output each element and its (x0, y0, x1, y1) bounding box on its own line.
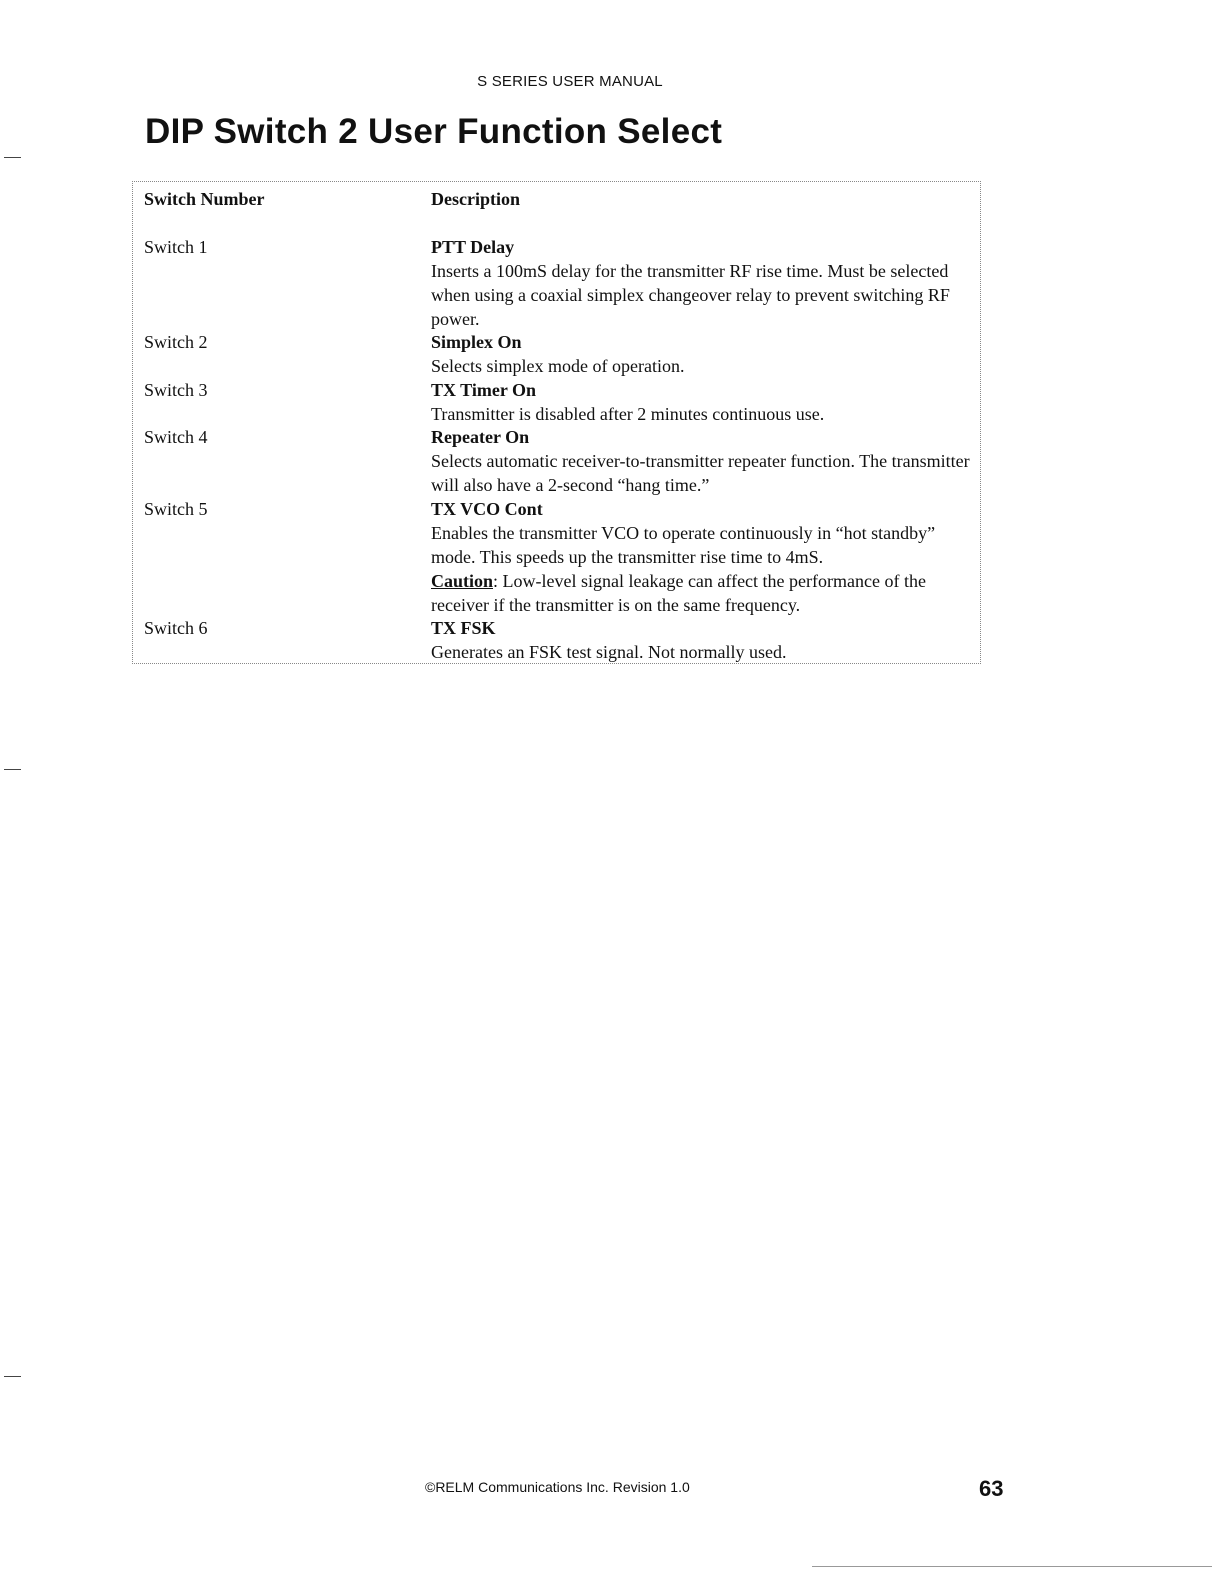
function-name: Simplex On (431, 332, 522, 352)
function-text: Enables the transmitter VCO to operate continuously in “hot standby” mode. This speeds up the transmitter rise time to 4mS. (431, 523, 936, 567)
switch-label: Switch 5 (144, 499, 208, 519)
running-header: S SERIES USER MANUAL (477, 73, 663, 90)
function-text: Selects automatic receiver-to-transmitter repeater function. The transmitter will also have a 2-second “hang time.” (431, 451, 970, 495)
switch-label: Switch 2 (144, 332, 208, 352)
page-number: 63 (979, 1476, 1004, 1501)
margin-mark (4, 769, 21, 770)
function-name: Repeater On (431, 427, 530, 447)
bottom-rule (812, 1566, 1212, 1567)
switch-label: Switch 1 (144, 237, 208, 257)
margin-mark (4, 157, 21, 158)
switch-description (431, 330, 976, 378)
col-header-switch-number: Switch Number (144, 189, 265, 209)
function-name: TX VCO Cont (431, 499, 543, 519)
switch-label: Switch 6 (144, 618, 208, 638)
switch-label: Switch 3 (144, 380, 208, 400)
function-name: TX Timer On (431, 380, 537, 400)
switch-description (431, 378, 976, 426)
function-name: PTT Delay (431, 237, 515, 257)
switch-description (431, 616, 976, 664)
switch-description (431, 425, 976, 497)
caution-note (431, 569, 976, 617)
switch-label: Switch 4 (144, 427, 208, 447)
switch-description (431, 235, 976, 331)
footer-copyright: ©RELM Communications Inc. Revision 1.0 (425, 1479, 690, 1495)
function-text: Transmitter is disabled after 2 minutes continuous use. (431, 404, 825, 424)
page-title: DIP Switch 2 User Function Select (145, 112, 723, 151)
col-header-description: Description (431, 189, 520, 209)
function-name: TX FSK (431, 618, 496, 638)
caution-text: : Low-level signal leakage can affect the performance of the receiver if the transmitter is on the same frequency. (431, 571, 926, 615)
caution-label: Caution (431, 571, 494, 591)
margin-mark (4, 1376, 21, 1377)
switch-description (431, 497, 976, 617)
function-text: Selects simplex mode of operation. (431, 356, 685, 376)
function-text: Inserts a 100mS delay for the transmitter RF rise time. Must be selected when using a coaxial simplex changeover relay to prevent switching RF power. (431, 261, 950, 329)
function-text: Generates an FSK test signal. Not normally used. (431, 642, 787, 662)
